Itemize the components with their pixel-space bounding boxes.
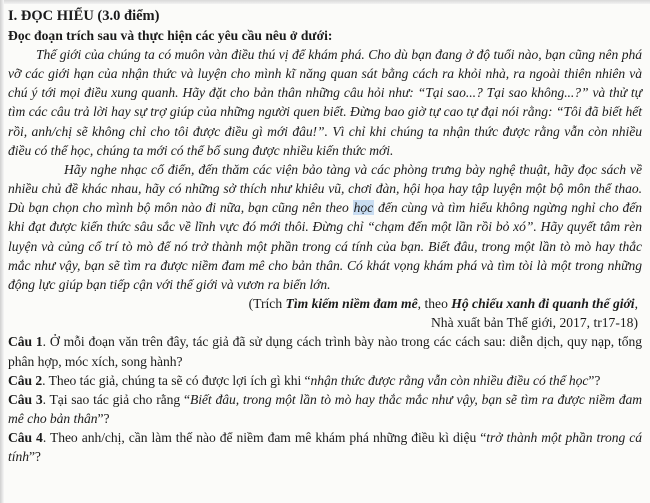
question-quote: nhận thức được rằng vẫn còn nhiều điều có thể học bbox=[310, 372, 589, 388]
section-heading: I. ĐỌC HIỂU (3.0 điểm) bbox=[8, 8, 160, 24]
question-label: Câu 1 bbox=[8, 334, 43, 350]
question-4 bbox=[8, 428, 642, 466]
question-quote: trở thành một phần trong cá tính bbox=[8, 430, 642, 465]
question-text: . Theo tác giả, chúng ta sẽ có được lợi ích gì khi “ bbox=[42, 372, 311, 388]
question-label: Câu 3 bbox=[8, 391, 43, 407]
passage-paragraph-2 bbox=[8, 160, 642, 294]
citation-series-title: Hộ chiếu xanh đi quanh thế giới bbox=[451, 296, 635, 312]
question-text: . Theo anh/chị, cần làm thế nào để niềm đam mê khám phá những điều kì diệu “ bbox=[42, 430, 487, 446]
question-label: Câu 4 bbox=[8, 430, 43, 446]
citation-line-2: Nhà xuất bản Thế giới, 2017, tr17-18) bbox=[430, 315, 638, 331]
question-text-end: ”? bbox=[97, 410, 110, 426]
paragraph-2-text-before: Hãy nghe nhạc cổ điển, đến thăm các viện bảo tàng và các phòng trưng bày nghệ thuật, hãy đọc sách về nhiều chủ đề khác nhau, hãy có những sở thích như khiêu vũ, chơi đàn, hội họa hay tập luyện một bộ môn thể thao. Dù bạn chọn cho mình bộ môn nào đi nữa, bạn cũng nên theo bbox=[8, 161, 642, 216]
question-text-end: ”? bbox=[28, 449, 41, 465]
citation-suffix: , bbox=[634, 296, 638, 312]
question-1 bbox=[8, 332, 642, 370]
question-text: . Ở mỗi đoạn văn trên đây, tác giả đã sử dụng cách trình bày nào trong các cách sau: diễn dịch, quy nạp, tổng phân hợp, móc xích, song hành? bbox=[8, 334, 642, 369]
passage-paragraph-1: Thế giới của chúng ta có muôn vàn điều thú vị để khám phá. Cho dù bạn đang ở độ tuổi nào, bạn cũng nên phá vỡ các giới hạn của nhận thức và luyện cho mình kĩ năng quan sát bằng cách ra khỏi nhà, ra ngoài thiên nhiên và chú ý tới mọi điều xung quanh. Hãy đặt cho bản thân những câu hỏi như: “Tại sao...? Tại sao không...?” và thử tự tìm các câu trả lời hay sự trợ giúp của những người quen biết. Đừng bao giờ tự cao tự đại nói rằng: “Tôi đã biết hết rồi, anh/chị sẽ không chỉ cho tôi được điều gì mới đâu!”. Vì chỉ khi chúng ta nhận thức được rằng vẫn còn nhiều điều có thể học, chúng ta mới có thể bổ sung được nhiều kiến thức mới. bbox=[8, 47, 642, 158]
question-quote: Biết đâu, trong một lần tò mò hay thắc mắc như vậy, bạn sẽ tìm ra được niềm đam mê cho bản thân bbox=[8, 391, 642, 426]
question-2 bbox=[8, 371, 642, 390]
citation-line-1 bbox=[8, 294, 642, 313]
paragraph-2-text-after: đến cùng và tìm hiểu không ngừng nghỉ cho đến khi đạt được kiến thức sâu sắc về lĩnh vực đó mới thôi. Đừng chỉ “chạm đến một lần rồi bỏ xó”. Hãy quyết tâm rèn luyện và củng cố trí tò mò để nó trở thành một phần trong cá tính của bạn. Biết đâu, trong một lần tò mò hay thắc mắc như vậy, bạn sẽ tìm ra được niềm đam mê cho bản thân. Có khát vọng khám phá và tìm tòi là một trong những động lực giúp bạn tiếp cận với thế giới và vươn ra biển lớn. bbox=[8, 200, 642, 292]
question-3 bbox=[8, 390, 642, 428]
instruction-line: Đọc đoạn trích sau và thực hiện các yêu cầu nêu ở dưới: bbox=[8, 28, 333, 43]
question-label: Câu 2 bbox=[8, 372, 43, 388]
citation-middle: , theo bbox=[417, 296, 452, 312]
citation-book-title: Tìm kiếm niềm đam mê bbox=[285, 296, 418, 312]
citation-prefix: (Trích bbox=[248, 296, 286, 312]
selected-word-highlight[interactable]: học bbox=[353, 200, 374, 216]
document-content bbox=[8, 6, 642, 466]
question-text-end: ”? bbox=[588, 372, 601, 388]
left-edge-shadow bbox=[0, 0, 4, 503]
question-text: . Tại sao tác giả cho rằng “ bbox=[42, 391, 190, 407]
top-edge-shadow bbox=[0, 0, 650, 4]
